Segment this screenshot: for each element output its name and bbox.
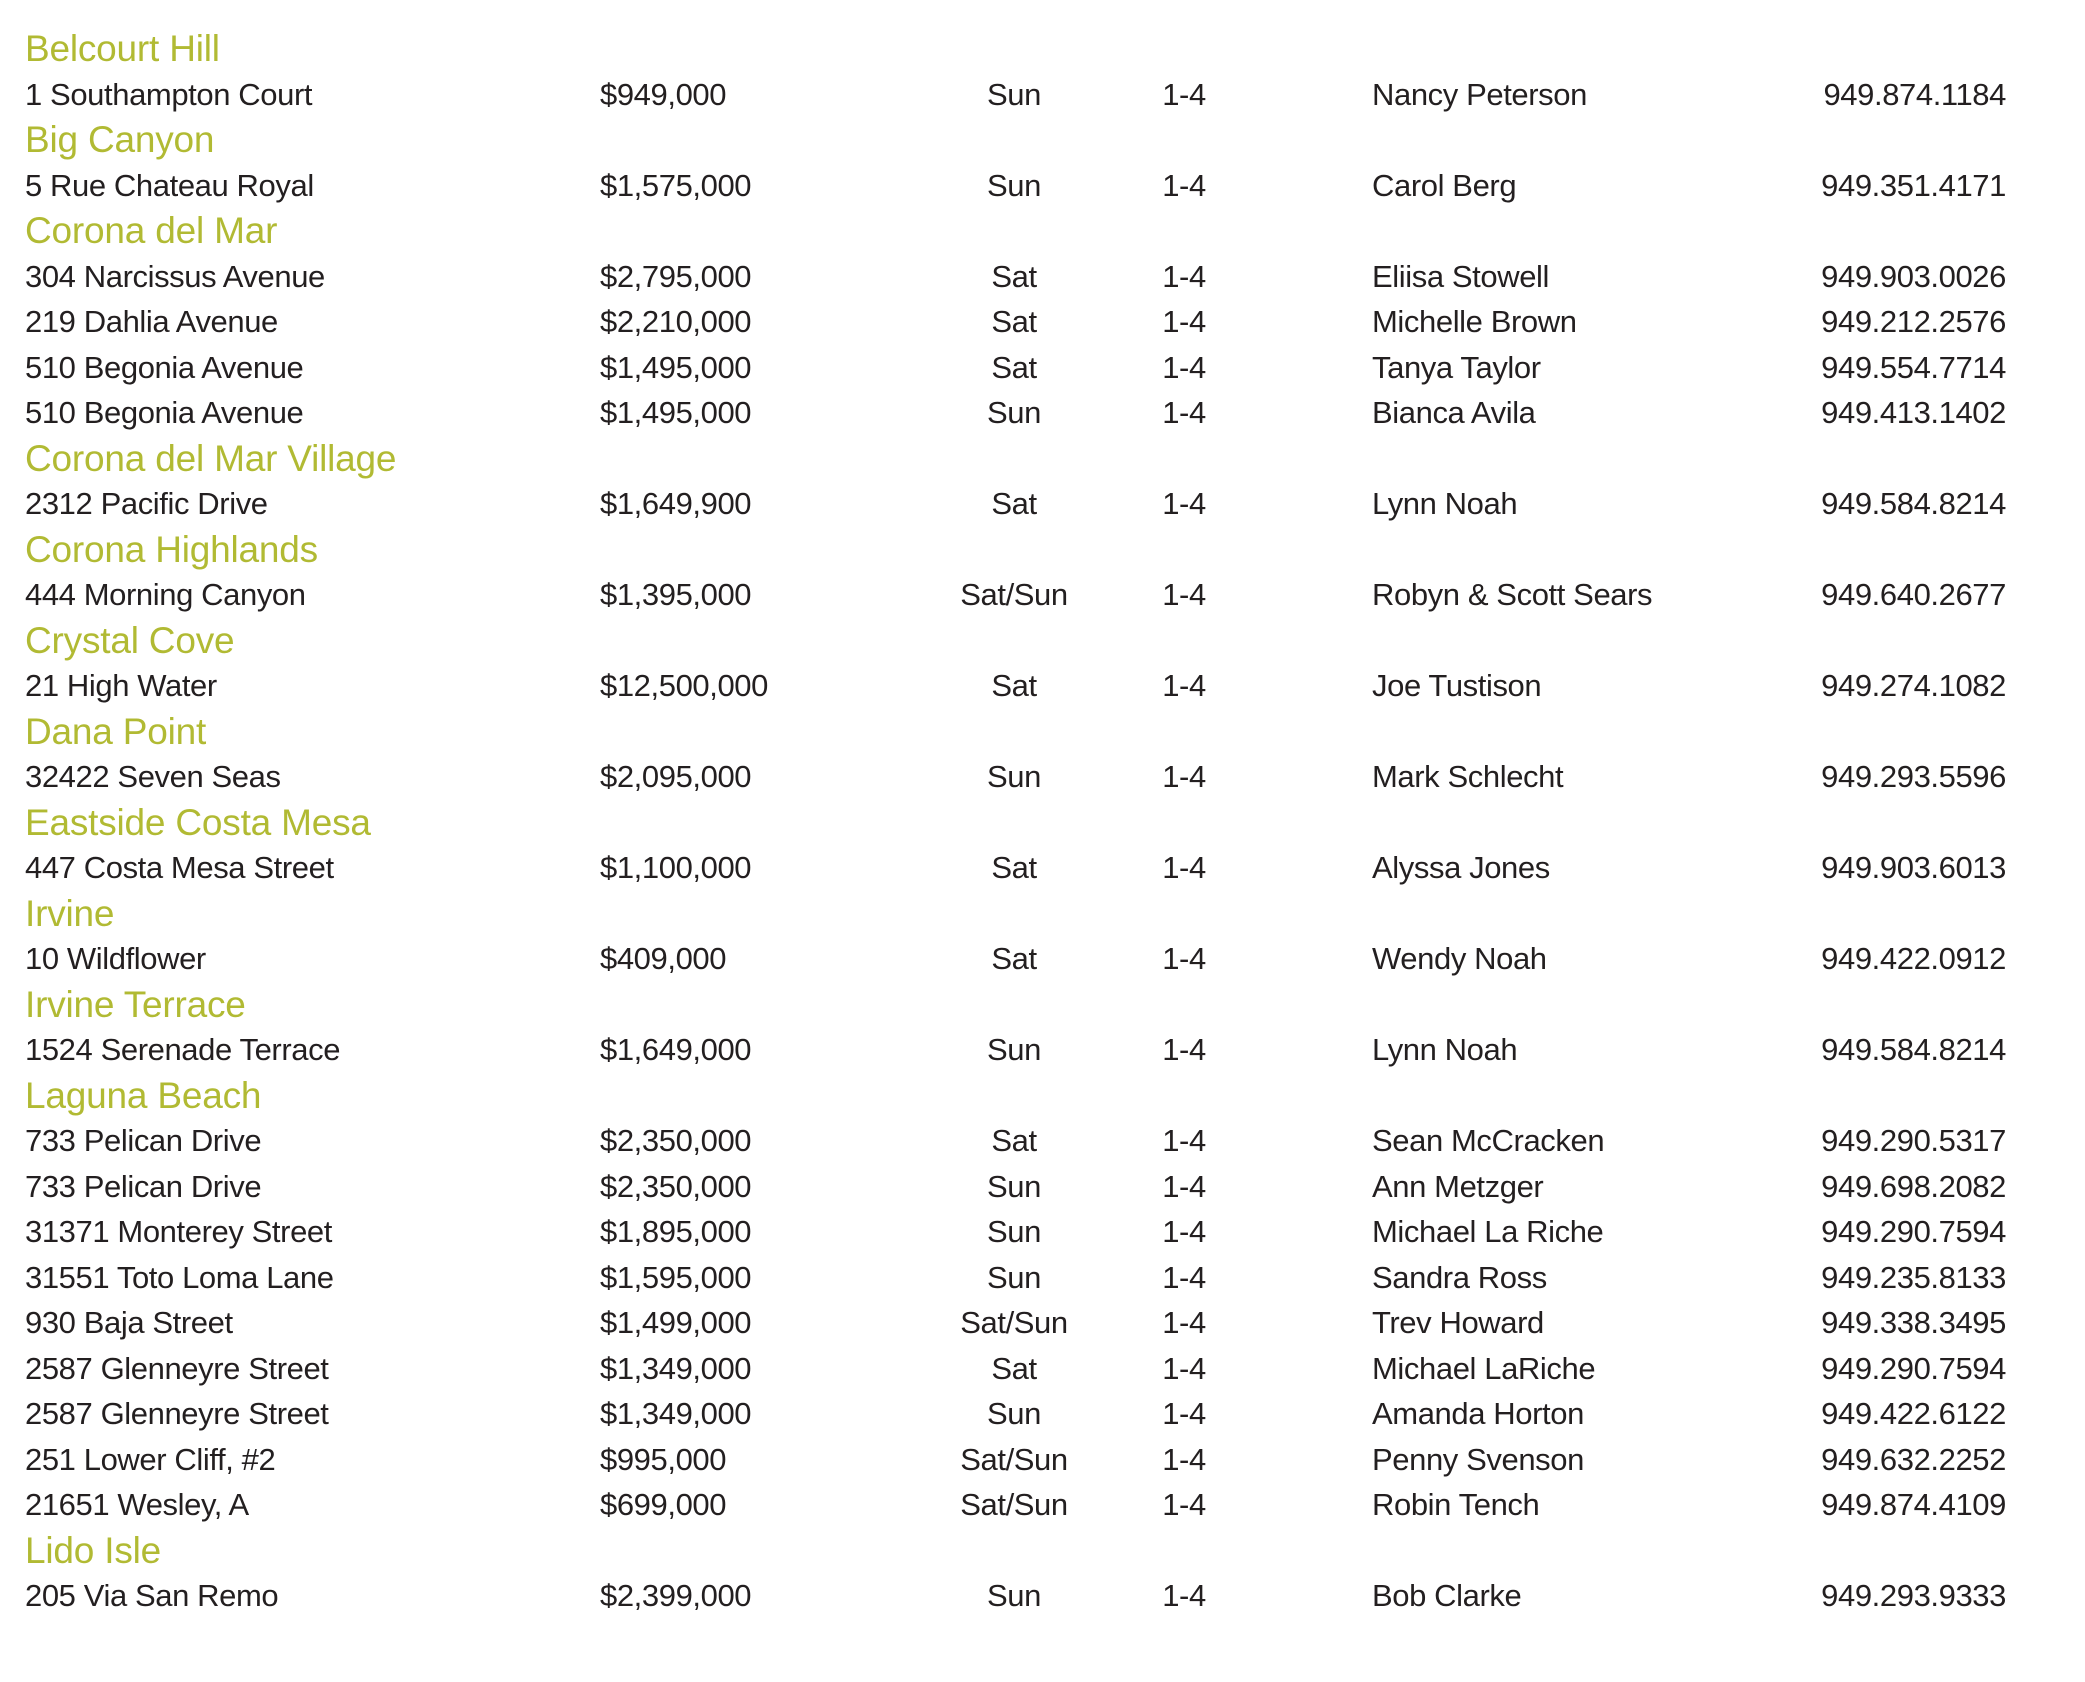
open-house-day: Sat/Sun: [960, 1305, 1068, 1340]
listing-address: 510 Begonia Avenue: [25, 395, 304, 430]
agent-name: Mark Schlecht: [1372, 759, 1564, 794]
agent-name: Alyssa Jones: [1372, 850, 1550, 885]
listing-price: $2,350,000: [600, 1123, 752, 1158]
agent-name: Bob Clarke: [1372, 1578, 1522, 1613]
open-house-time: 1-4: [1162, 1487, 1206, 1522]
agent-name: Carol Berg: [1372, 167, 1517, 203]
listing-row: [25, 1300, 2006, 1346]
listing-price: $1,595,000: [600, 1259, 752, 1295]
open-house-time: 1-4: [1162, 1123, 1206, 1158]
listing-row: [25, 72, 2006, 118]
listing-address: 2587 Glenneyre Street: [25, 1350, 329, 1386]
listing-row: [25, 390, 2006, 436]
listing-price: $1,649,000: [600, 1032, 752, 1067]
agent-name: Joe Tustison: [1372, 668, 1542, 703]
agent-phone: 949.274.1082: [1821, 668, 2006, 703]
agent-phone: 949.293.9333: [1821, 1578, 2006, 1613]
agent-phone: 949.235.8133: [1821, 1259, 2006, 1295]
open-house-day: Sat/Sun: [960, 1487, 1068, 1522]
agent-phone: 949.632.2252: [1821, 1441, 2006, 1477]
agent-name: Wendy Noah: [1372, 941, 1547, 976]
agent-name: Penny Svenson: [1372, 1441, 1584, 1477]
open-house-time: 1-4: [1162, 1032, 1206, 1067]
open-house-time: 1-4: [1162, 1305, 1206, 1340]
agent-name: Ann Metzger: [1372, 1168, 1544, 1204]
neighborhood-heading: Belcourt Hill: [25, 28, 220, 69]
neighborhood-heading: Eastside Costa Mesa: [25, 801, 371, 843]
listing-row: [25, 1027, 2006, 1073]
open-house-day: Sun: [987, 1032, 1041, 1067]
agent-name: Lynn Noah: [1372, 486, 1518, 521]
listing-row: [25, 1209, 2006, 1255]
listing-price: $12,500,000: [600, 668, 768, 703]
agent-phone: 949.874.1184: [1823, 76, 2006, 112]
listing-price: $2,399,000: [600, 1578, 752, 1613]
open-house-time: 1-4: [1162, 304, 1206, 339]
open-house-day: Sun: [987, 1168, 1041, 1204]
open-house-day: Sun: [987, 395, 1041, 430]
agent-name: Eliisa Stowell: [1372, 258, 1550, 294]
agent-phone: 949.554.7714: [1821, 349, 2006, 385]
open-house-day: Sat: [991, 941, 1037, 976]
open-house-day: Sun: [987, 1396, 1041, 1431]
agent-name: Tanya Taylor: [1372, 349, 1541, 385]
agent-name: Nancy Peterson: [1372, 76, 1587, 112]
neighborhood-heading: Lido Isle: [25, 1529, 162, 1571]
open-house-time: 1-4: [1162, 1441, 1206, 1477]
agent-name: Michael La Riche: [1372, 1214, 1604, 1249]
agent-name: Amanda Horton: [1372, 1396, 1584, 1431]
listing-address: 444 Morning Canyon: [25, 577, 306, 612]
open-house-time: 1-4: [1162, 1350, 1206, 1386]
listing-price: $1,495,000: [600, 349, 752, 385]
open-house-time: 1-4: [1162, 1396, 1206, 1431]
listing-row: [25, 163, 2006, 209]
listing-price: $2,350,000: [600, 1168, 752, 1204]
open-house-time: 1-4: [1162, 486, 1206, 521]
open-house-time: 1-4: [1162, 941, 1206, 976]
listing-price: $409,000: [600, 941, 727, 976]
open-house-time: 1-4: [1162, 76, 1206, 112]
listing-address: 733 Pelican Drive: [25, 1123, 262, 1158]
listing-row: [25, 254, 2006, 300]
listing-price: $1,575,000: [600, 167, 752, 203]
agent-phone: 949.698.2082: [1821, 1168, 2006, 1204]
open-house-day: Sat: [991, 486, 1037, 521]
open-house-day: Sat: [991, 304, 1037, 339]
agent-name: Bianca Avila: [1372, 395, 1536, 430]
agent-name: Lynn Noah: [1372, 1032, 1518, 1067]
open-house-day: Sat: [991, 1350, 1037, 1386]
listing-price: $949,000: [600, 76, 727, 112]
agent-phone: 949.290.7594: [1821, 1214, 2006, 1249]
agent-phone: 949.422.6122: [1821, 1396, 2006, 1431]
listing-address: 205 Via San Remo: [25, 1578, 279, 1613]
listing-row: [25, 1482, 2006, 1528]
agent-phone: 949.874.4109: [1821, 1487, 2006, 1522]
listing-address: 10 Wildflower: [25, 941, 206, 976]
agent-phone: 949.290.7594: [1821, 1350, 2006, 1386]
open-house-time: 1-4: [1162, 395, 1206, 430]
listing-price: $1,349,000: [600, 1396, 752, 1431]
agent-phone: 949.584.8214: [1821, 1032, 2006, 1067]
listing-price: $2,210,000: [600, 304, 752, 339]
neighborhood-heading: Dana Point: [25, 710, 207, 752]
listing-row: [25, 1573, 2006, 1619]
listing-price: $1,395,000: [600, 577, 752, 612]
listing-address: 32422 Seven Seas: [25, 759, 281, 794]
listing-address: 21651 Wesley, A: [25, 1487, 249, 1522]
open-house-time: 1-4: [1162, 577, 1206, 612]
open-house-day: Sun: [987, 1214, 1041, 1249]
listing-row: [25, 1255, 2006, 1301]
listing-row: [25, 345, 2006, 391]
agent-name: Michael LaRiche: [1372, 1350, 1596, 1386]
listing-address: 219 Dahlia Avenue: [25, 304, 278, 339]
open-house-day: Sat: [991, 668, 1037, 703]
listing-address: 21 High Water: [25, 668, 217, 703]
listing-address: 447 Costa Mesa Street: [25, 850, 334, 885]
listing-address: 5 Rue Chateau Royal: [25, 167, 314, 203]
listing-row: [25, 663, 2006, 709]
open-house-day: Sat: [991, 349, 1037, 385]
listing-row: [25, 299, 2006, 345]
listing-price: $1,495,000: [600, 395, 752, 430]
agent-phone: 949.903.6013: [1821, 850, 2006, 885]
open-house-time: 1-4: [1162, 759, 1206, 794]
agent-phone: 949.338.3495: [1821, 1305, 2006, 1340]
listing-address: 1524 Serenade Terrace: [25, 1032, 341, 1067]
open-house-time: 1-4: [1162, 1168, 1206, 1204]
agent-name: Robyn & Scott Sears: [1372, 577, 1653, 612]
open-house-day: Sat: [991, 850, 1037, 885]
agent-phone: 949.413.1402: [1821, 395, 2006, 430]
listing-price: $2,795,000: [600, 258, 752, 294]
listing-price: $1,895,000: [600, 1214, 752, 1249]
listing-row: [25, 1437, 2006, 1483]
neighborhood-heading: Laguna Beach: [25, 1074, 262, 1116]
open-house-time: 1-4: [1162, 668, 1206, 703]
listing-address: 251 Lower Cliff, #2: [25, 1441, 276, 1477]
listing-row: [25, 1391, 2006, 1437]
listing-address: 733 Pelican Drive: [25, 1168, 262, 1204]
neighborhood-heading: Corona Highlands: [25, 528, 318, 570]
open-house-day: Sat: [991, 258, 1037, 294]
listing-row: [25, 1346, 2006, 1392]
agent-name: Sandra Ross: [1372, 1259, 1547, 1295]
neighborhood-heading: Irvine Terrace: [25, 983, 246, 1025]
listing-address: 1 Southampton Court: [25, 76, 313, 112]
open-house-day: Sun: [987, 76, 1041, 112]
open-house-time: 1-4: [1162, 850, 1206, 885]
neighborhood-heading: Irvine: [25, 892, 115, 934]
listing-row: [25, 1164, 2006, 1210]
agent-phone: 949.422.0912: [1821, 941, 2006, 976]
neighborhood-heading: Crystal Cove: [25, 619, 235, 661]
listing-address: 31551 Toto Loma Lane: [25, 1259, 334, 1295]
listing-price: $1,349,000: [600, 1350, 752, 1386]
listing-address: 930 Baja Street: [25, 1305, 233, 1340]
listing-row: [25, 754, 2006, 800]
open-house-time: 1-4: [1162, 1259, 1206, 1295]
open-house-day: Sat: [991, 1123, 1037, 1158]
listing-price: $2,095,000: [600, 759, 752, 794]
listing-row: [25, 936, 2006, 982]
agent-phone: 949.290.5317: [1821, 1123, 2006, 1158]
open-house-day: Sat/Sun: [960, 1441, 1068, 1477]
listing-address: 304 Narcissus Avenue: [25, 258, 325, 294]
open-house-day: Sun: [987, 1259, 1041, 1295]
listing-price: $1,499,000: [600, 1305, 752, 1340]
agent-phone: 949.351.4171: [1821, 167, 2006, 203]
agent-phone: 949.212.2576: [1821, 304, 2006, 339]
agent-phone: 949.640.2677: [1821, 577, 2006, 612]
neighborhood-heading: Big Canyon: [25, 119, 215, 160]
listing-container: [25, 26, 2006, 1619]
neighborhood-heading: Corona del Mar: [25, 210, 278, 251]
agent-phone: 949.293.5596: [1821, 759, 2006, 794]
listing-price: $1,649,900: [600, 486, 752, 521]
open-house-day: Sun: [987, 167, 1041, 203]
open-house-day: Sat/Sun: [960, 577, 1068, 612]
open-house-day: Sun: [987, 759, 1041, 794]
open-house-time: 1-4: [1162, 1214, 1206, 1249]
agent-phone: 949.903.0026: [1821, 258, 2006, 294]
open-house-time: 1-4: [1162, 258, 1206, 294]
listing-row: [25, 572, 2006, 618]
open-house-time: 1-4: [1162, 167, 1206, 203]
listing-address: 2312 Pacific Drive: [25, 486, 268, 521]
open-house-time: 1-4: [1162, 1578, 1206, 1613]
listing-row: [25, 845, 2006, 891]
agent-name: Michelle Brown: [1372, 304, 1577, 339]
listing-price: $699,000: [600, 1487, 727, 1522]
neighborhood-heading: Corona del Mar Village: [25, 437, 397, 479]
agent-name: Trev Howard: [1372, 1305, 1544, 1340]
listing-row: [25, 1118, 2006, 1164]
agent-name: Sean McCracken: [1372, 1123, 1605, 1158]
listing-row: [25, 481, 2006, 527]
listing-price: $1,100,000: [600, 850, 752, 885]
listing-address: 510 Begonia Avenue: [25, 349, 304, 385]
agent-phone: 949.584.8214: [1821, 486, 2006, 521]
open-house-time: 1-4: [1162, 349, 1206, 385]
listing-address: 31371 Monterey Street: [25, 1214, 332, 1249]
open-house-day: Sun: [987, 1578, 1041, 1613]
agent-name: Robin Tench: [1372, 1487, 1540, 1522]
listing-address: 2587 Glenneyre Street: [25, 1396, 329, 1431]
listing-price: $995,000: [600, 1441, 727, 1477]
